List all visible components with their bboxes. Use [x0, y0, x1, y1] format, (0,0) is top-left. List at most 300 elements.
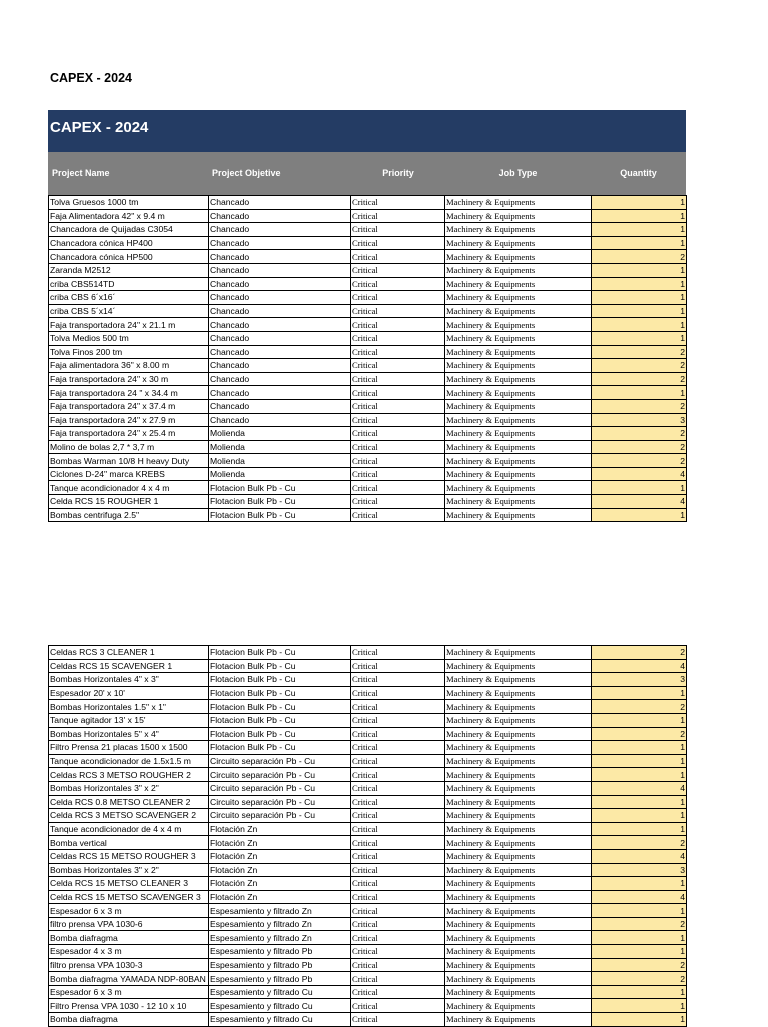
table-row	[49, 250, 687, 264]
cell-quantity[interactable]: 2	[592, 727, 687, 741]
cell-project-name[interactable]: Chancadora de Quijadas C3054	[49, 223, 209, 237]
cell-project-name[interactable]: Chancadora cónica HP400	[49, 236, 209, 250]
cell-project-objective[interactable]: Molienda	[209, 427, 351, 441]
table-row	[49, 917, 687, 931]
cell-project-objective[interactable]: Circuito separación Pb - Cu	[209, 781, 351, 795]
cell-quantity[interactable]: 1	[592, 999, 687, 1013]
cell-quantity[interactable]: 1	[592, 223, 687, 237]
cell-job-type[interactable]: Machinery & Equipments	[445, 727, 592, 741]
table-row	[49, 931, 687, 945]
cell-quantity[interactable]: 1	[592, 945, 687, 959]
cell-project-name[interactable]: filtro prensa VPA 1030-3	[49, 958, 209, 972]
capex-table-1	[48, 195, 687, 522]
cell-priority[interactable]: Critical	[351, 890, 445, 904]
cell-project-objective[interactable]: Molienda	[209, 440, 351, 454]
cell-project-objective[interactable]: Flotacion Bulk Pb - Cu	[209, 686, 351, 700]
cell-priority[interactable]: Critical	[351, 263, 445, 277]
cell-priority[interactable]: Critical	[351, 781, 445, 795]
table-row	[49, 331, 687, 345]
cell-project-name[interactable]: Faja transportadora 24" x 21.1 m	[49, 318, 209, 332]
cell-project-name[interactable]: Bombas Horizontales 3" x 2"	[49, 781, 209, 795]
cell-project-objective[interactable]: Circuito separación Pb - Cu	[209, 768, 351, 782]
table-row	[49, 877, 687, 891]
cell-quantity[interactable]: 1	[592, 508, 687, 522]
cell-priority[interactable]: Critical	[351, 236, 445, 250]
cell-job-type[interactable]: Machinery & Equipments	[445, 345, 592, 359]
cell-project-objective[interactable]: Espesamiento y filtrado Zn	[209, 917, 351, 931]
cell-project-name[interactable]: Tolva Medios 500 tm	[49, 331, 209, 345]
cell-project-objective[interactable]: Espesamiento y filtrado Zn	[209, 931, 351, 945]
cell-priority[interactable]: Critical	[351, 646, 445, 660]
cell-job-type[interactable]: Machinery & Equipments	[445, 495, 592, 509]
cell-job-type[interactable]: Machinery & Equipments	[445, 359, 592, 373]
table-row	[49, 686, 687, 700]
cell-quantity[interactable]: 2	[592, 700, 687, 714]
cell-project-objective[interactable]: Flotación Zn	[209, 863, 351, 877]
cell-quantity[interactable]: 2	[592, 359, 687, 373]
cell-project-name[interactable]: Faja transportadora 24" x 27.9 m	[49, 413, 209, 427]
cell-job-type[interactable]: Machinery & Equipments	[445, 236, 592, 250]
cell-project-name[interactable]: Tanque agitador 13' x 15'	[49, 713, 209, 727]
cell-project-name[interactable]: criba CBS 5´x14´	[49, 304, 209, 318]
cell-job-type[interactable]: Machinery & Equipments	[445, 836, 592, 850]
cell-quantity[interactable]: 1	[592, 686, 687, 700]
cell-priority[interactable]: Critical	[351, 291, 445, 305]
cell-priority[interactable]: Critical	[351, 277, 445, 291]
cell-quantity[interactable]: 4	[592, 467, 687, 481]
table-row	[49, 904, 687, 918]
cell-project-name[interactable]: Zaranda M2512	[49, 263, 209, 277]
cell-quantity[interactable]: 1	[592, 713, 687, 727]
cell-project-objective[interactable]: Chancado	[209, 209, 351, 223]
cell-project-name[interactable]: Bombas Horizontales 4" x 3"	[49, 673, 209, 687]
cell-project-objective[interactable]: Chancado	[209, 223, 351, 237]
cell-job-type[interactable]: Machinery & Equipments	[445, 646, 592, 660]
table-row	[49, 291, 687, 305]
cell-quantity[interactable]: 1	[592, 291, 687, 305]
cell-priority[interactable]: Critical	[351, 863, 445, 877]
cell-job-type[interactable]: Machinery & Equipments	[445, 386, 592, 400]
cell-quantity[interactable]: 1	[592, 1013, 687, 1027]
cell-priority[interactable]: Critical	[351, 250, 445, 264]
table-row	[49, 673, 687, 687]
cell-quantity[interactable]: 1	[592, 318, 687, 332]
cell-priority[interactable]: Critical	[351, 877, 445, 891]
cell-priority[interactable]: Critical	[351, 413, 445, 427]
cell-priority[interactable]: Critical	[351, 1013, 445, 1027]
cell-project-objective[interactable]: Chancado	[209, 399, 351, 413]
cell-project-name[interactable]: Chancadora cónica HP500	[49, 250, 209, 264]
cell-project-name[interactable]: criba CBS514TD	[49, 277, 209, 291]
cell-project-name[interactable]: Celdas RCS 3 CLEANER 1	[49, 646, 209, 660]
table-row	[49, 795, 687, 809]
cell-job-type[interactable]: Machinery & Equipments	[445, 741, 592, 755]
cell-priority[interactable]: Critical	[351, 467, 445, 481]
table-row	[49, 318, 687, 332]
cell-quantity[interactable]: 1	[592, 754, 687, 768]
cell-quantity[interactable]: 2	[592, 454, 687, 468]
cell-project-name[interactable]: Celda RCS 0.8 METSO CLEANER 2	[49, 795, 209, 809]
header-job-type: Job Type	[498, 168, 538, 178]
cell-quantity[interactable]: 2	[592, 836, 687, 850]
capex-table-2	[48, 645, 687, 1027]
table-row	[49, 713, 687, 727]
cell-quantity[interactable]: 1	[592, 304, 687, 318]
cell-quantity[interactable]: 1	[592, 263, 687, 277]
table-row	[49, 999, 687, 1013]
cell-priority[interactable]: Critical	[351, 359, 445, 373]
table-row	[49, 768, 687, 782]
cell-priority[interactable]: Critical	[351, 958, 445, 972]
table-row	[49, 890, 687, 904]
cell-priority[interactable]: Critical	[351, 836, 445, 850]
cell-project-name[interactable]: Celdas RCS 15 SCAVENGER 1	[49, 659, 209, 673]
cell-project-objective[interactable]: Circuito separación Pb - Cu	[209, 795, 351, 809]
cell-job-type[interactable]: Machinery & Equipments	[445, 277, 592, 291]
cell-quantity[interactable]: 2	[592, 972, 687, 986]
cell-project-objective[interactable]: Flotacion Bulk Pb - Cu	[209, 495, 351, 509]
cell-quantity[interactable]: 2	[592, 399, 687, 413]
cell-project-objective[interactable]: Flotacion Bulk Pb - Cu	[209, 741, 351, 755]
cell-project-objective[interactable]: Chancado	[209, 345, 351, 359]
cell-project-objective[interactable]: Chancado	[209, 304, 351, 318]
cell-quantity[interactable]: 1	[592, 877, 687, 891]
sheet-banner	[48, 110, 686, 152]
cell-job-type[interactable]: Machinery & Equipments	[445, 440, 592, 454]
cell-job-type[interactable]: Machinery & Equipments	[445, 250, 592, 264]
cell-project-name[interactable]: Tanque acondicionador 4 x 4 m	[49, 481, 209, 495]
cell-priority[interactable]: Critical	[351, 223, 445, 237]
cell-job-type[interactable]: Machinery & Equipments	[445, 399, 592, 413]
cell-quantity[interactable]: 2	[592, 958, 687, 972]
cell-job-type[interactable]: Machinery & Equipments	[445, 372, 592, 386]
cell-job-type[interactable]: Machinery & Equipments	[445, 291, 592, 305]
header-priority: Priority	[382, 168, 414, 178]
cell-project-objective[interactable]: Chancado	[209, 196, 351, 210]
cell-project-name[interactable]: Celda RCS 15 METSO CLEANER 3	[49, 877, 209, 891]
cell-project-objective[interactable]: Chancado	[209, 413, 351, 427]
cell-priority[interactable]: Critical	[351, 754, 445, 768]
cell-quantity[interactable]: 1	[592, 985, 687, 999]
cell-job-type[interactable]: Machinery & Equipments	[445, 467, 592, 481]
cell-job-type[interactable]: Machinery & Equipments	[445, 196, 592, 210]
cell-quantity[interactable]: 1	[592, 741, 687, 755]
cell-quantity[interactable]: 1	[592, 209, 687, 223]
cell-job-type[interactable]: Machinery & Equipments	[445, 413, 592, 427]
cell-job-type[interactable]: Machinery & Equipments	[445, 849, 592, 863]
table-row	[49, 209, 687, 223]
cell-project-objective[interactable]: Chancado	[209, 372, 351, 386]
cell-priority[interactable]: Critical	[351, 318, 445, 332]
table-row	[49, 399, 687, 413]
cell-job-type[interactable]: Machinery & Equipments	[445, 822, 592, 836]
cell-project-objective[interactable]: Molienda	[209, 467, 351, 481]
cell-job-type[interactable]: Machinery & Equipments	[445, 985, 592, 999]
cell-project-name[interactable]: Bombas Horizontales 1.5" x 1"	[49, 700, 209, 714]
cell-quantity[interactable]: 2	[592, 250, 687, 264]
cell-priority[interactable]: Critical	[351, 768, 445, 782]
cell-quantity[interactable]: 3	[592, 413, 687, 427]
cell-job-type[interactable]: Machinery & Equipments	[445, 659, 592, 673]
cell-job-type[interactable]: Machinery & Equipments	[445, 781, 592, 795]
cell-quantity[interactable]: 2	[592, 646, 687, 660]
cell-priority[interactable]: Critical	[351, 809, 445, 823]
cell-job-type[interactable]: Machinery & Equipments	[445, 958, 592, 972]
cell-project-name[interactable]: Bomba vertical	[49, 836, 209, 850]
cell-priority[interactable]: Critical	[351, 904, 445, 918]
cell-project-name[interactable]: Bomba diafragma	[49, 1013, 209, 1027]
cell-job-type[interactable]: Machinery & Equipments	[445, 454, 592, 468]
cell-project-name[interactable]: Faja transportadora 24" x 25.4 m	[49, 427, 209, 441]
cell-project-name[interactable]: Filtro Prensa VPA 1030 - 12 10 x 10	[49, 999, 209, 1013]
table-row	[49, 427, 687, 441]
cell-project-name[interactable]: Molino de bolas 2,7 * 3,7 m	[49, 440, 209, 454]
cell-priority[interactable]: Critical	[351, 985, 445, 999]
table-row	[49, 196, 687, 210]
cell-priority[interactable]: Critical	[351, 508, 445, 522]
cell-job-type[interactable]: Machinery & Equipments	[445, 318, 592, 332]
cell-priority[interactable]: Critical	[351, 196, 445, 210]
cell-project-name[interactable]: Tolva Gruesos 1000 tm	[49, 196, 209, 210]
cell-priority[interactable]: Critical	[351, 727, 445, 741]
cell-priority[interactable]: Critical	[351, 713, 445, 727]
cell-project-name[interactable]: Faja Alimentadora 42" x 9.4 m	[49, 209, 209, 223]
cell-project-name[interactable]: Faja transportadora 24" x 30 m	[49, 372, 209, 386]
cell-project-name[interactable]: Bombas Horizontales 5" x 4"	[49, 727, 209, 741]
cell-job-type[interactable]: Machinery & Equipments	[445, 904, 592, 918]
cell-project-name[interactable]: Espesador 4 x 3 m	[49, 945, 209, 959]
cell-project-name[interactable]: Celda RCS 15 METSO SCAVENGER 3	[49, 890, 209, 904]
cell-job-type[interactable]: Machinery & Equipments	[445, 686, 592, 700]
cell-priority[interactable]: Critical	[351, 427, 445, 441]
cell-project-objective[interactable]: Chancado	[209, 291, 351, 305]
cell-quantity[interactable]: 1	[592, 331, 687, 345]
cell-quantity[interactable]: 2	[592, 372, 687, 386]
table-row	[49, 508, 687, 522]
cell-project-name[interactable]: Ciclones D-24" marca KREBS	[49, 467, 209, 481]
cell-project-objective[interactable]: Flotacion Bulk Pb - Cu	[209, 646, 351, 660]
table-row	[49, 781, 687, 795]
cell-job-type[interactable]: Machinery & Equipments	[445, 304, 592, 318]
cell-job-type[interactable]: Machinery & Equipments	[445, 508, 592, 522]
table-row	[49, 413, 687, 427]
cell-project-objective[interactable]: Circuito separación Pb - Cu	[209, 754, 351, 768]
cell-project-name[interactable]: Celdas RCS 15 METSO ROUGHER 3	[49, 849, 209, 863]
cell-quantity[interactable]: 4	[592, 849, 687, 863]
cell-project-name[interactable]: Bomba diafragma	[49, 931, 209, 945]
table-row	[49, 646, 687, 660]
cell-quantity[interactable]: 1	[592, 196, 687, 210]
cell-project-name[interactable]: Tanque acondicionador de 1.5x1.5 m	[49, 754, 209, 768]
table-row	[49, 958, 687, 972]
cell-quantity[interactable]: 4	[592, 659, 687, 673]
cell-project-name[interactable]: Bombas Warman 10/8 H heavy Duty	[49, 454, 209, 468]
cell-project-name[interactable]: Espesador 6 x 3 m	[49, 904, 209, 918]
cell-job-type[interactable]: Machinery & Equipments	[445, 713, 592, 727]
cell-priority[interactable]: Critical	[351, 917, 445, 931]
cell-priority[interactable]: Critical	[351, 454, 445, 468]
cell-job-type[interactable]: Machinery & Equipments	[445, 209, 592, 223]
cell-project-objective[interactable]: Flotacion Bulk Pb - Cu	[209, 713, 351, 727]
cell-priority[interactable]: Critical	[351, 304, 445, 318]
header-quantity: Quantity	[620, 168, 657, 178]
cell-project-objective[interactable]: Flotación Zn	[209, 836, 351, 850]
cell-priority[interactable]: Critical	[351, 209, 445, 223]
cell-project-name[interactable]: Celda RCS 15 ROUGHER 1	[49, 495, 209, 509]
cell-quantity[interactable]: 1	[592, 236, 687, 250]
cell-project-objective[interactable]: Flotacion Bulk Pb - Cu	[209, 673, 351, 687]
cell-project-objective[interactable]: Flotación Zn	[209, 822, 351, 836]
cell-priority[interactable]: Critical	[351, 673, 445, 687]
cell-priority[interactable]: Critical	[351, 795, 445, 809]
cell-project-objective[interactable]: Espesamiento y filtrado Pb	[209, 945, 351, 959]
cell-job-type[interactable]: Machinery & Equipments	[445, 999, 592, 1013]
column-header-row	[48, 152, 686, 195]
cell-quantity[interactable]: 1	[592, 481, 687, 495]
cell-quantity[interactable]: 2	[592, 917, 687, 931]
header-project-objective: Project Objetive	[212, 168, 281, 178]
cell-project-name[interactable]: Celda RCS 3 METSO SCAVENGER 2	[49, 809, 209, 823]
cell-job-type[interactable]: Machinery & Equipments	[445, 263, 592, 277]
cell-priority[interactable]: Critical	[351, 440, 445, 454]
cell-job-type[interactable]: Machinery & Equipments	[445, 917, 592, 931]
cell-priority[interactable]: Critical	[351, 659, 445, 673]
cell-project-objective[interactable]: Flotación Zn	[209, 890, 351, 904]
cell-quantity[interactable]: 1	[592, 277, 687, 291]
cell-project-name[interactable]: criba CBS 6´x16´	[49, 291, 209, 305]
cell-quantity[interactable]: 1	[592, 809, 687, 823]
cell-priority[interactable]: Critical	[351, 399, 445, 413]
cell-project-objective[interactable]: Espesamiento y filtrado Pb	[209, 958, 351, 972]
cell-quantity[interactable]: 4	[592, 890, 687, 904]
cell-job-type[interactable]: Machinery & Equipments	[445, 700, 592, 714]
cell-priority[interactable]: Critical	[351, 972, 445, 986]
cell-project-name[interactable]: Celdas RCS 3 METSO ROUGHER 2	[49, 768, 209, 782]
cell-priority[interactable]: Critical	[351, 372, 445, 386]
cell-priority[interactable]: Critical	[351, 999, 445, 1013]
cell-job-type[interactable]: Machinery & Equipments	[445, 223, 592, 237]
cell-project-objective[interactable]: Flotacion Bulk Pb - Cu	[209, 700, 351, 714]
cell-project-name[interactable]: Bomba diafragma YAMADA NDP-80BAN	[49, 972, 209, 986]
table-row	[49, 754, 687, 768]
cell-job-type[interactable]: Machinery & Equipments	[445, 331, 592, 345]
cell-project-objective[interactable]: Espesamiento y filtrado Zn	[209, 904, 351, 918]
cell-job-type[interactable]: Machinery & Equipments	[445, 427, 592, 441]
cell-job-type[interactable]: Machinery & Equipments	[445, 673, 592, 687]
cell-priority[interactable]: Critical	[351, 686, 445, 700]
cell-project-objective[interactable]: Espesamiento y filtrado Cu	[209, 985, 351, 999]
cell-priority[interactable]: Critical	[351, 481, 445, 495]
cell-job-type[interactable]: Machinery & Equipments	[445, 877, 592, 891]
cell-project-objective[interactable]: Chancado	[209, 277, 351, 291]
cell-job-type[interactable]: Machinery & Equipments	[445, 1013, 592, 1027]
cell-job-type[interactable]: Machinery & Equipments	[445, 945, 592, 959]
cell-project-objective[interactable]: Chancado	[209, 331, 351, 345]
cell-project-objective[interactable]: Chancado	[209, 236, 351, 250]
cell-project-name[interactable]: Tolva Finos 200 tm	[49, 345, 209, 359]
cell-job-type[interactable]: Machinery & Equipments	[445, 890, 592, 904]
cell-quantity[interactable]: 1	[592, 768, 687, 782]
table-row	[49, 727, 687, 741]
cell-project-objective[interactable]: Espesamiento y filtrado Pb	[209, 972, 351, 986]
cell-job-type[interactable]: Machinery & Equipments	[445, 768, 592, 782]
cell-project-objective[interactable]: Flotacion Bulk Pb - Cu	[209, 659, 351, 673]
cell-priority[interactable]: Critical	[351, 331, 445, 345]
cell-job-type[interactable]: Machinery & Equipments	[445, 931, 592, 945]
table-row	[49, 467, 687, 481]
cell-project-objective[interactable]: Circuito separación Pb - Cu	[209, 809, 351, 823]
cell-project-objective[interactable]: Flotación Zn	[209, 849, 351, 863]
cell-job-type[interactable]: Machinery & Equipments	[445, 972, 592, 986]
table-row	[49, 345, 687, 359]
cell-project-name[interactable]: Faja alimentadora 36" x 8.00 m	[49, 359, 209, 373]
table-row	[49, 972, 687, 986]
cell-quantity[interactable]: 1	[592, 822, 687, 836]
cell-job-type[interactable]: Machinery & Equipments	[445, 795, 592, 809]
cell-project-name[interactable]: Espesador 6 x 3 m	[49, 985, 209, 999]
cell-project-objective[interactable]: Espesamiento y filtrado Cu	[209, 999, 351, 1013]
cell-quantity[interactable]: 2	[592, 345, 687, 359]
cell-job-type[interactable]: Machinery & Equipments	[445, 754, 592, 768]
cell-quantity[interactable]: 3	[592, 673, 687, 687]
cell-project-objective[interactable]: Flotacion Bulk Pb - Cu	[209, 727, 351, 741]
cell-job-type[interactable]: Machinery & Equipments	[445, 481, 592, 495]
cell-project-objective[interactable]: Flotacion Bulk Pb - Cu	[209, 481, 351, 495]
cell-quantity[interactable]: 2	[592, 440, 687, 454]
cell-priority[interactable]: Critical	[351, 345, 445, 359]
cell-job-type[interactable]: Machinery & Equipments	[445, 809, 592, 823]
cell-priority[interactable]: Critical	[351, 741, 445, 755]
cell-project-name[interactable]: Espesador 20' x 10'	[49, 686, 209, 700]
cell-job-type[interactable]: Machinery & Equipments	[445, 863, 592, 877]
cell-project-objective[interactable]: Espesamiento y filtrado Cu	[209, 1013, 351, 1027]
cell-priority[interactable]: Critical	[351, 386, 445, 400]
cell-project-objective[interactable]: Flotación Zn	[209, 877, 351, 891]
cell-priority[interactable]: Critical	[351, 495, 445, 509]
table-row	[49, 495, 687, 509]
cell-quantity[interactable]: 1	[592, 931, 687, 945]
cell-project-objective[interactable]: Chancado	[209, 318, 351, 332]
cell-project-name[interactable]: Faja transportadora 24 " x 34.4 m	[49, 386, 209, 400]
cell-project-name[interactable]: filtro prensa VPA 1030-6	[49, 917, 209, 931]
cell-project-objective[interactable]: Chancado	[209, 263, 351, 277]
cell-project-objective[interactable]: Chancado	[209, 386, 351, 400]
cell-quantity[interactable]: 3	[592, 863, 687, 877]
table-row	[49, 236, 687, 250]
cell-quantity[interactable]: 4	[592, 495, 687, 509]
cell-project-name[interactable]: Filtro Prensa 21 placas 1500 x 1500	[49, 741, 209, 755]
cell-project-objective[interactable]: Flotacion Bulk Pb - Cu	[209, 508, 351, 522]
cell-quantity[interactable]: 4	[592, 781, 687, 795]
cell-priority[interactable]: Critical	[351, 822, 445, 836]
cell-project-objective[interactable]: Chancado	[209, 250, 351, 264]
cell-project-objective[interactable]: Chancado	[209, 359, 351, 373]
cell-priority[interactable]: Critical	[351, 931, 445, 945]
cell-quantity[interactable]: 2	[592, 427, 687, 441]
cell-project-name[interactable]: Bombas Horizontales 3" x 2"	[49, 863, 209, 877]
cell-priority[interactable]: Critical	[351, 945, 445, 959]
cell-quantity[interactable]: 1	[592, 795, 687, 809]
cell-priority[interactable]: Critical	[351, 700, 445, 714]
cell-priority[interactable]: Critical	[351, 849, 445, 863]
cell-project-name[interactable]: Bombas centrifuga 2.5"	[49, 508, 209, 522]
cell-quantity[interactable]: 1	[592, 904, 687, 918]
cell-project-name[interactable]: Faja transportadora 24" x 37.4 m	[49, 399, 209, 413]
cell-project-name[interactable]: Tanque acondicionador de 4 x 4 m	[49, 822, 209, 836]
cell-project-objective[interactable]: Molienda	[209, 454, 351, 468]
table-row	[49, 863, 687, 877]
cell-quantity[interactable]: 1	[592, 386, 687, 400]
